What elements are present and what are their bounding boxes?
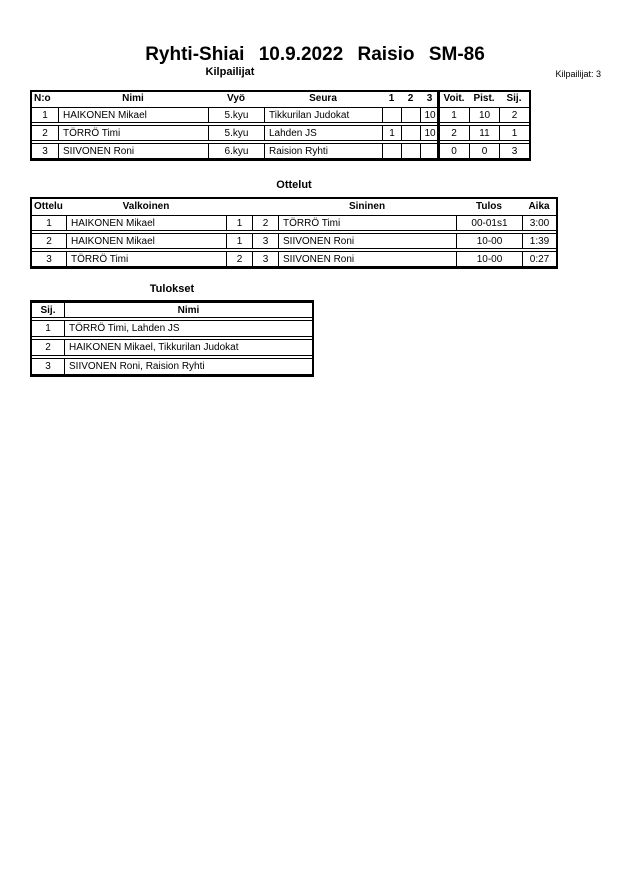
cell-aika: 1:39 xyxy=(522,233,556,249)
cell-seura: Tikkurilan Judokat xyxy=(264,107,382,123)
col-header-score1: 1 xyxy=(388,93,395,104)
section-heading-ottelut: Ottelut xyxy=(276,179,312,191)
cell-white-no: 1 xyxy=(226,233,252,249)
cell-score1 xyxy=(382,107,401,123)
cell-pist: 0 xyxy=(469,143,499,159)
report-title: Ryhti-Shiai 10.9.2022 Raisio SM-86 xyxy=(145,44,485,65)
col-header-valkoinen: Valkoinen xyxy=(122,200,170,212)
cell-score2 xyxy=(401,143,420,159)
cell-blue-name: SIIVONEN Roni xyxy=(278,233,456,249)
cell-pist: 10 xyxy=(469,107,499,123)
col-header-sininen: Sininen xyxy=(348,200,386,212)
cell-voit: 0 xyxy=(439,143,469,159)
cell-aika: 3:00 xyxy=(522,215,556,231)
cell-blue-name: SIIVONEN Roni xyxy=(278,251,456,267)
cell-no: 1 xyxy=(32,107,58,123)
col-header-white-no xyxy=(226,199,252,213)
section-heading-tulokset: Tulokset xyxy=(149,283,195,295)
cell-place: 3 xyxy=(32,358,64,375)
cell-voit: 2 xyxy=(439,125,469,141)
cell-vyo: 5.kyu xyxy=(208,125,264,141)
cell-white-no: 2 xyxy=(226,251,252,267)
col-header-ottelu: Ottelu xyxy=(34,200,63,212)
col-header-sij: Sij. xyxy=(506,93,522,104)
cell-nimi: SIIVONEN Roni xyxy=(58,143,208,159)
cell-tulos: 10-00 xyxy=(456,233,522,249)
cell-no: 2 xyxy=(32,125,58,141)
matches-table xyxy=(30,197,558,269)
cell-place: 2 xyxy=(32,339,64,356)
cell-place: 1 xyxy=(32,320,64,337)
cell-voit: 1 xyxy=(439,107,469,123)
cell-match-no: 1 xyxy=(32,215,66,231)
cell-aika: 0:27 xyxy=(522,251,556,267)
cell-seura: Lahden JS xyxy=(264,125,382,141)
cell-white-name: HAIKONEN Mikael xyxy=(66,215,226,231)
col-header-pist: Pist. xyxy=(473,93,495,104)
final-results-table xyxy=(30,300,314,377)
cell-score1 xyxy=(382,143,401,159)
section-heading-kilpailijat: Kilpailijat xyxy=(205,66,255,78)
cell-score2 xyxy=(401,125,420,141)
col-header-sij: Sij. xyxy=(32,302,64,318)
cell-vyo: 5.kyu xyxy=(208,107,264,123)
cell-score3: 10 xyxy=(420,107,439,123)
cell-no: 3 xyxy=(32,143,58,159)
col-header-voit: Voit. xyxy=(443,93,465,104)
cell-score2 xyxy=(401,107,420,123)
cell-tulos: 00-01s1 xyxy=(456,215,522,231)
cell-blue-no: 3 xyxy=(252,233,278,249)
col-header-tulos: Tulos xyxy=(476,200,502,212)
cell-seura: Raision Ryhti xyxy=(264,143,382,159)
cell-nimi: TÖRRÖ Timi xyxy=(58,125,208,141)
competitors-count: Kilpailijat: 3 xyxy=(555,69,601,79)
col-header-seura: Seura xyxy=(309,93,337,104)
col-header-blue-no xyxy=(252,199,278,213)
cell-pist: 11 xyxy=(469,125,499,141)
cell-blue-no: 3 xyxy=(252,251,278,267)
cell-nimi: HAIKONEN Mikael xyxy=(58,107,208,123)
cell-score1: 1 xyxy=(382,125,401,141)
col-header-score2: 2 xyxy=(407,93,414,104)
results-group-separator-line xyxy=(437,92,440,159)
col-header-aika: Aika xyxy=(528,200,550,212)
cell-tulos: 10-00 xyxy=(456,251,522,267)
cell-sij: 3 xyxy=(499,143,529,159)
col-header-nimi: Nimi xyxy=(64,302,312,318)
competitors-table xyxy=(30,90,531,161)
cell-name-club: TÖRRÖ Timi, Lahden JS xyxy=(64,320,312,337)
cell-match-no: 2 xyxy=(32,233,66,249)
cell-white-name: TÖRRÖ Timi xyxy=(66,251,226,267)
cell-name-club: HAIKONEN Mikael, Tikkurilan Judokat xyxy=(64,339,312,356)
cell-sij: 2 xyxy=(499,107,529,123)
cell-score3: 10 xyxy=(420,125,439,141)
cell-blue-no: 2 xyxy=(252,215,278,231)
cell-white-no: 1 xyxy=(226,215,252,231)
cell-white-name: HAIKONEN Mikael xyxy=(66,233,226,249)
col-header-vyo: Vyö xyxy=(227,93,245,104)
col-header-no: N:o xyxy=(34,93,51,104)
cell-blue-name: TÖRRÖ Timi xyxy=(278,215,456,231)
cell-vyo: 6.kyu xyxy=(208,143,264,159)
col-header-score3: 3 xyxy=(426,93,433,104)
col-header-nimi: Nimi xyxy=(122,93,144,104)
cell-sij: 1 xyxy=(499,125,529,141)
cell-match-no: 3 xyxy=(32,251,66,267)
cell-name-club: SIIVONEN Roni, Raision Ryhti xyxy=(64,358,312,375)
